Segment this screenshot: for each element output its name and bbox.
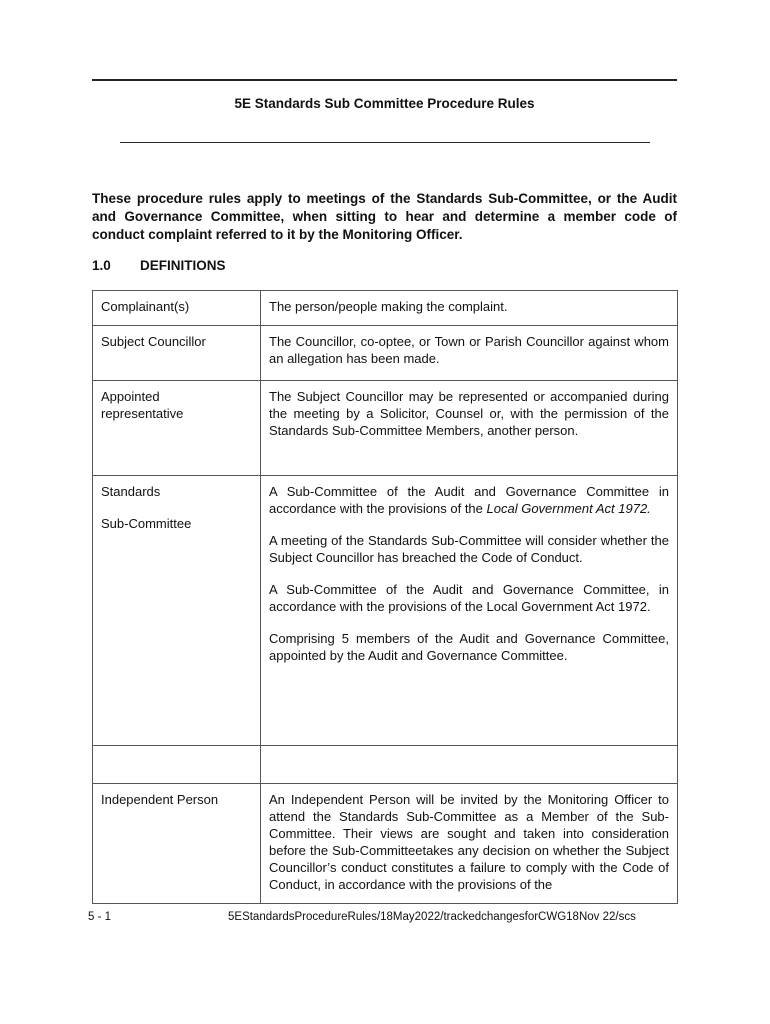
table-row [93, 326, 678, 381]
term: Independent Person [93, 784, 261, 904]
definition-text: The person/people making the complaint. [269, 299, 508, 314]
definition-text: The Councillor, co-optee, or Town or Parish Councillor against whom an allegation has been made. [269, 334, 669, 366]
table-row [93, 291, 678, 326]
definition [261, 381, 678, 476]
definition-text: A Sub-Committee of the Audit and Governance Committee, in accordance with the provisions of the Local Government Act 1972. [269, 582, 669, 614]
definition-text: An Independent Person will be invited by the Monitoring Officer to attend the Standards Sub-Committee as a Member of the Sub-Committee. Their views are sought and taken into consideration before the Sub-Committeetakes any decision on whether the Subject Councillor’s conduct constitutes a failure to comply with the Code of Conduct, in accordance with the provisions of the [269, 792, 669, 892]
table-row-empty [93, 746, 678, 784]
top-rule [92, 79, 677, 81]
term [93, 746, 261, 784]
term: Complainant(s) [93, 291, 261, 326]
term: Subject Councillor [93, 326, 261, 381]
definition [261, 476, 678, 746]
term [93, 476, 261, 746]
definition [261, 291, 678, 326]
definition-text: Comprising 5 members of the Audit and Governance Committee, appointed by the Audit and Governance Committee. [269, 631, 669, 663]
definition-text-part: A Sub-Committee of the Audit and Governance Committee in accordance with the provisions of the [269, 484, 669, 516]
definitions-table [92, 290, 678, 904]
definition [261, 784, 678, 904]
term: Appointed representative [93, 381, 261, 476]
intro-paragraph: These procedure rules apply to meetings of the Standards Sub-Committee, or the Audit and Governance Committee, when sitting to hear and determine a member code of conduct complaint referred to it by the Monitoring Officer. [92, 191, 677, 242]
term-line: Standards [101, 484, 161, 499]
table-row [93, 784, 678, 904]
section-heading [92, 258, 226, 273]
footer-reference: 5EStandardsProcedureRules/18May2022/trackedchangesforCWG18Nov 22/scs [228, 911, 636, 923]
act-citation: Local Government Act 1972. [486, 501, 651, 516]
definition-text: The Subject Councillor may be represented or accompanied during the meeting by a Solicitor, Counsel or, with the permission of the Standards Sub-Committee Members, another person. [269, 389, 669, 438]
definition-text: A meeting of the Standards Sub-Committee will consider whether the Subject Councillor has breached the Code of Conduct. [269, 533, 669, 565]
definition [261, 326, 678, 381]
term-line: Sub-Committee [101, 516, 192, 531]
page-number: 5 - 1 [88, 911, 112, 923]
table-row [93, 476, 678, 746]
definition [261, 746, 678, 784]
title-rule [120, 142, 650, 143]
section-number: 1.0 [92, 258, 111, 273]
table-row [93, 381, 678, 476]
definition-text [269, 483, 669, 517]
section-title: DEFINITIONS [140, 258, 226, 273]
page-title: 5E Standards Sub Committee Procedure Rules [234, 96, 535, 111]
